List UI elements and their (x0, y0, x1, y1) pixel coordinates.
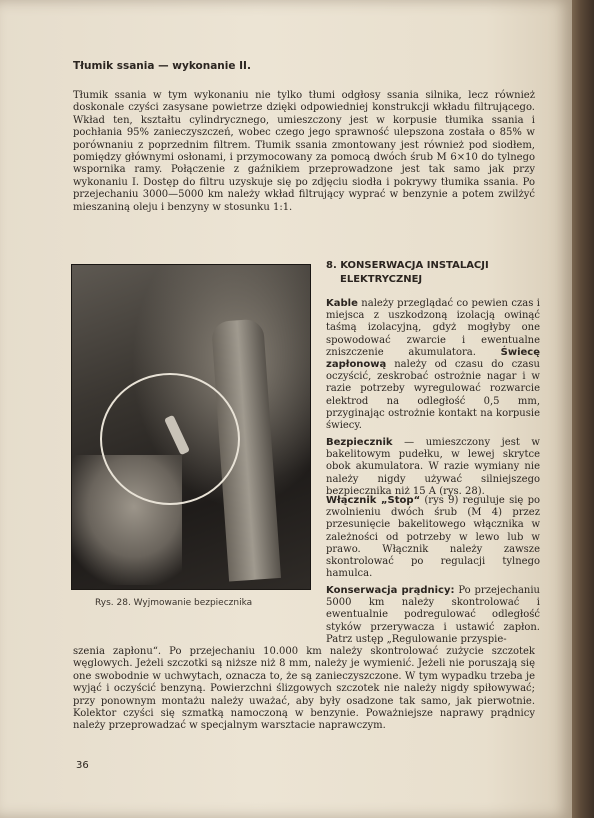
paragraph-generator: Konserwacja prądnicy: Po przejechaniu 5000 km należy skontrolować i ewentualnie podregulować odległość styków przerywacza i ustawić zapłon. Patrz ustęp „Regulowanie przyspie- (326, 585, 540, 645)
section-heading: Tłumik ssania — wykonanie II. (73, 60, 251, 72)
paragraph-stop-switch: Włącznik „Stop“ (rys 9) reguluje się po zwolnieniu dwóch śrub (M 4) przez przesunięcie bakelitowego włącznika w zależności od potrzeby w lewo lub w prawo. Włącznik należy zawsze skontrolować po regulacji tylnego hamulca. (326, 495, 540, 580)
highlight-circle (100, 373, 240, 505)
paragraph-fuse: Bezpiecznik — umieszczony jest w bakelitowym pudełku, w lewej skrytce obok akumulatora. W razie wymiany nie należy nigdy używać silniejszego bezpiecznika niż 15 A (rys. 28). (326, 437, 540, 497)
paragraph-continuation: szenia zapłonu“. Po przejechaniu 10.000 km należy skontrolować zużycie szczotek węglowych. Jeżeli szczotki są niższe niż 8 mm, należy je wymienić. Jeżeli nie poruszają się one swobodnie w uchwytach, oznacza to, że są zanieczyszczone. W tym wypadku trzeba je wyjąć i oczyścić benzyną. Powierzchni ślizgowych szczotek nie należy nigdy spiłowywać; przy ponownym montażu należy uważać, aby były osadzone tak samo, jak pierwotnie. Kolektor czyści się szmatką namoczoną w benzynie. Poważniejsze naprawy prądnicy należy przeprowadzać w specjalnym warsztacie naprawczym. (73, 646, 535, 732)
figure-photo (71, 264, 311, 590)
section-title: 8. KONSERWACJA INSTALACJI ELEKTRYCZNEJ (326, 260, 489, 285)
page-number: 36 (76, 760, 89, 771)
paragraph-cables: Kable należy przeglądać co pewien czas i miejsca z uszkodzoną izolacją owinąć taśmą izolacyjną, gdyż mogłyby one spowodować zwarcie i ewentualne zniszczenie akumulatora. Świecę zapłonową należy od czasu do czasu oczyścić, zeskrobać ostrożnie nagar i w razie potrzeby wyregulować rozwarcie elektrod na odległość 0,5 mm, przyginając ostrożnie kontakt na korpusie świecy. (326, 298, 540, 432)
paragraph-intake-silencer: Tłumik ssania w tym wykonaniu nie tylko tłumi odgłosy ssania silnika, lecz również doskonale czyści zasysane powietrze dzięki odpowiedniej konstrukcji wkładu filtrującego. Wkład ten, kształtu cylindrycznego, umieszczony jest w korpusie tłumika ssania i pochłania 95% zanieczyszczeń, wobec czego jego sprawność ulepszona została o 85% w porównaniu z poprzednim filtrem. Tłumik ssania zmontowany jest również pod siodłem, pomiędzy głównymi osłonami, i przymocowany za pomocą dwóch śrub M 6×10 do tylnego wspornika ramy. Połączenie z gaźnikiem przeprowadzone jest tak samo jak przy wykonaniu I. Dostęp do filtru uzyskuje się po zdjęciu siodła i pokrywy tłumika ssania. Po przejechaniu 3000—5000 km należy wkład filtrujący wyprać w benzynie a potem zwilżyć mieszaniną oleju i benzyny w stosunku 1:1. (73, 90, 535, 213)
figure-caption: Rys. 28. Wyjmowanie bezpiecznika (95, 598, 253, 608)
book-edge (572, 0, 594, 818)
